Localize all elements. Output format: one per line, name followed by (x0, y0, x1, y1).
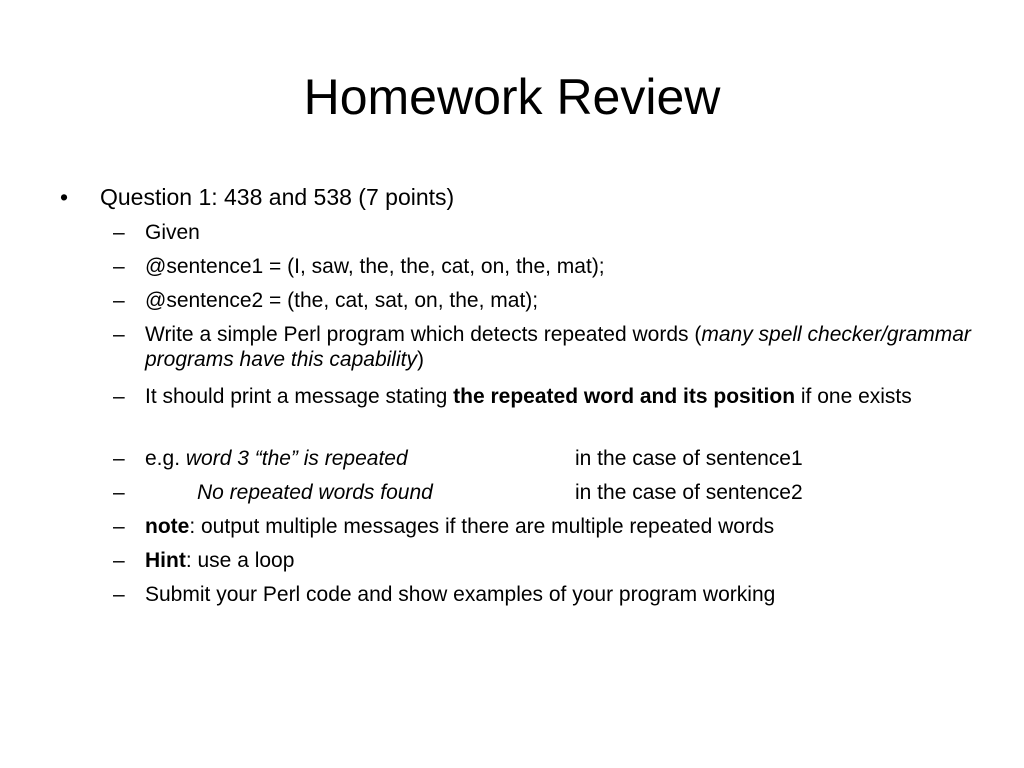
dash-marker: – (113, 515, 125, 538)
dash-marker: – (113, 549, 125, 572)
example2-italic: No repeated words found (197, 481, 433, 504)
dash-marker: – (113, 255, 125, 278)
sub-item-text (145, 514, 975, 539)
hint-rest: : use a loop (185, 549, 295, 572)
print-suffix: if one exists (795, 385, 912, 408)
example1-italic: word 3 “the” is repeated (185, 447, 408, 470)
example2-case: in the case of sentence2 (575, 481, 803, 504)
print-prefix: It should print a message stating (145, 385, 454, 408)
slide-title: Homework Review (303, 69, 721, 125)
sub-item-text (145, 548, 975, 573)
write-italic: many spell checker/grammar programs have this capability (145, 323, 971, 371)
dash-marker: – (113, 323, 125, 346)
hint-bold: Hint (145, 549, 186, 572)
print-bold: the repeated word and its position (453, 385, 796, 408)
dash-marker: – (113, 447, 125, 470)
bullet-marker: • (60, 184, 69, 210)
example1-prefix: e.g. (145, 447, 186, 470)
dash-marker: – (113, 481, 125, 504)
dash-marker: – (113, 221, 125, 244)
sub-item-text (145, 384, 975, 409)
note-rest: : output multiple messages if there are multiple repeated words (189, 515, 775, 538)
sub-item-text (145, 322, 975, 372)
note-bold: note (145, 515, 190, 538)
example1-case: in the case of sentence1 (575, 447, 803, 470)
dash-marker: – (113, 583, 125, 606)
dash-marker: – (113, 289, 125, 312)
question-text: Question 1: 438 and 538 (7 points) (100, 184, 455, 210)
dash-marker: – (113, 385, 125, 408)
example1-text (145, 446, 408, 471)
sub-item-text: Submit your Perl code and show examples of your program working (145, 583, 776, 606)
sub-item-text: @sentence1 = (I, saw, the, the, cat, on, the, mat); (145, 255, 605, 278)
write-prefix: Write a simple Perl program which detects repeated words ( (145, 323, 702, 346)
sub-item-text: Given (145, 221, 200, 244)
sub-item-text: @sentence2 = (the, cat, sat, on, the, mat); (145, 289, 539, 312)
write-suffix: ) (416, 348, 424, 371)
